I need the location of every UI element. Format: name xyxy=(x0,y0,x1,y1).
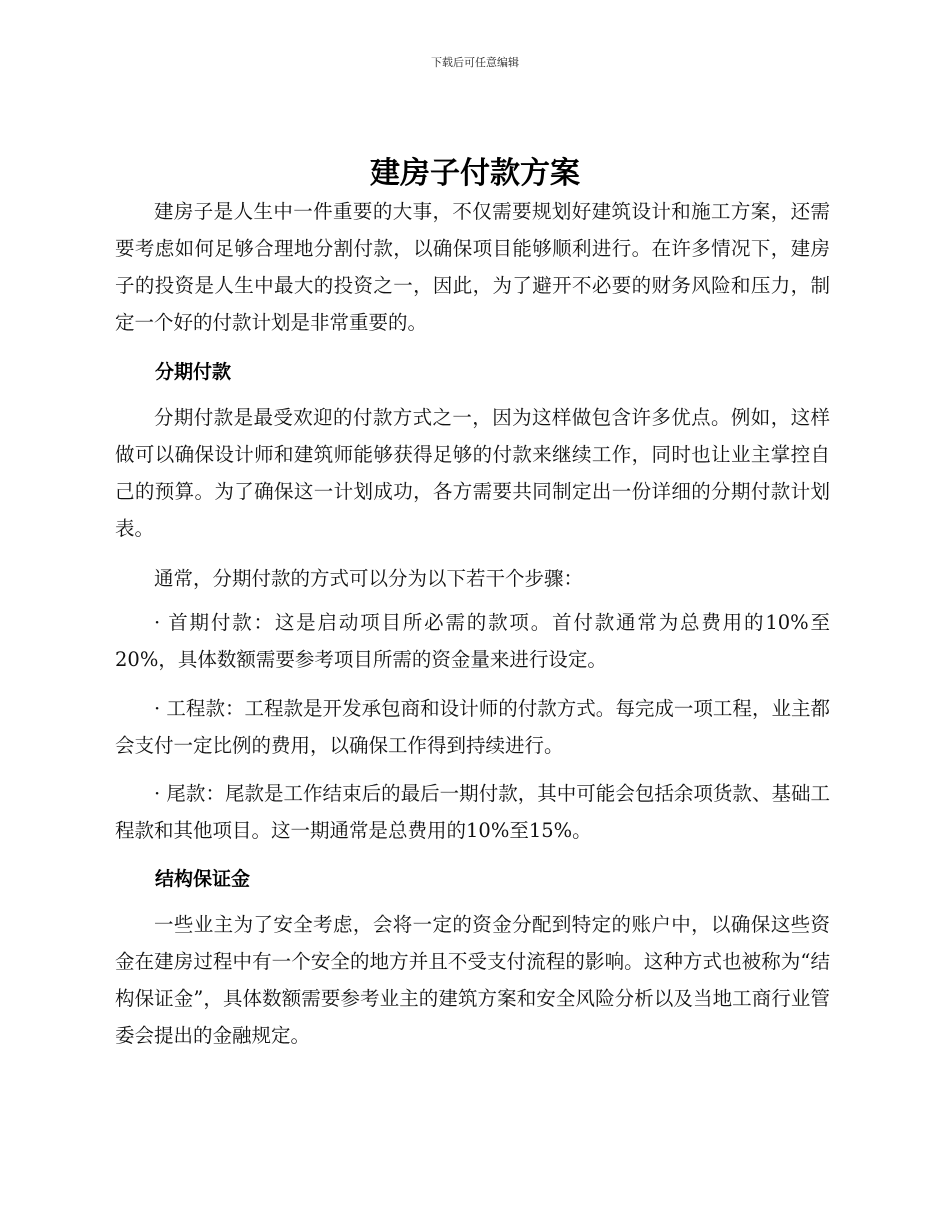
bullet-final-payment: · 尾款：尾款是工作结束后的最后一期付款，其中可能会包括余项货款、基础工程款和其他项目。这一期通常是总费用的10%至15%。 xyxy=(115,782,830,842)
structural-deposit-paragraph: 一些业主为了安全考虑，会将一定的资金分配到特定的账户中，以确保这些资金在建房过程中有一个安全的地方并且不受支付流程的影响。这种方式也被称为“结构保证金”，具体数额需要参考业主的建筑方案和安全风险分析以及当地工商行业管委会提出的金融规定。 xyxy=(115,913,830,1047)
steps-intro-paragraph: 通常，分期付款的方式可以分为以下若干个步骤： xyxy=(154,567,584,590)
intro-paragraph: 建房子是人生中一件重要的大事，不仅需要规划好建筑设计和施工方案，还需要考虑如何足够合理地分割付款，以确保项目能够顺利进行。在许多情况下，建房子的投资是人生中最大的投资之一，因此，为了避开不必要的财务风险和压力，制定一个好的付款计划是非常重要的。 xyxy=(115,200,830,334)
bullet-down-payment: · 首期付款：这是启动项目所必需的款项。首付款通常为总费用的10%至20%，具体数额需要参考项目所需的资金量来进行设定。 xyxy=(115,611,830,671)
header-note: 下载后可任意编辑 xyxy=(431,56,519,69)
bullet-progress-payment: · 工程款：工程款是开发承包商和设计师的付款方式。每完成一项工程，业主都会支付一定比例的费用，以确保工作得到持续进行。 xyxy=(115,697,830,757)
section-heading-structural-deposit: 结构保证金 xyxy=(155,868,251,890)
document-title: 建房子付款方案 xyxy=(370,156,580,191)
section-heading-installments: 分期付款 xyxy=(155,361,232,383)
installments-paragraph: 分期付款是最受欢迎的付款方式之一，因为这样做包含许多优点。例如，这样做可以确保设计师和建筑师能够获得足够的付款来继续工作，同时也让业主掌控自己的预算。为了确保这一计划成功，各方需要共同制定出一份详细的分期付款计划表。 xyxy=(115,406,830,540)
